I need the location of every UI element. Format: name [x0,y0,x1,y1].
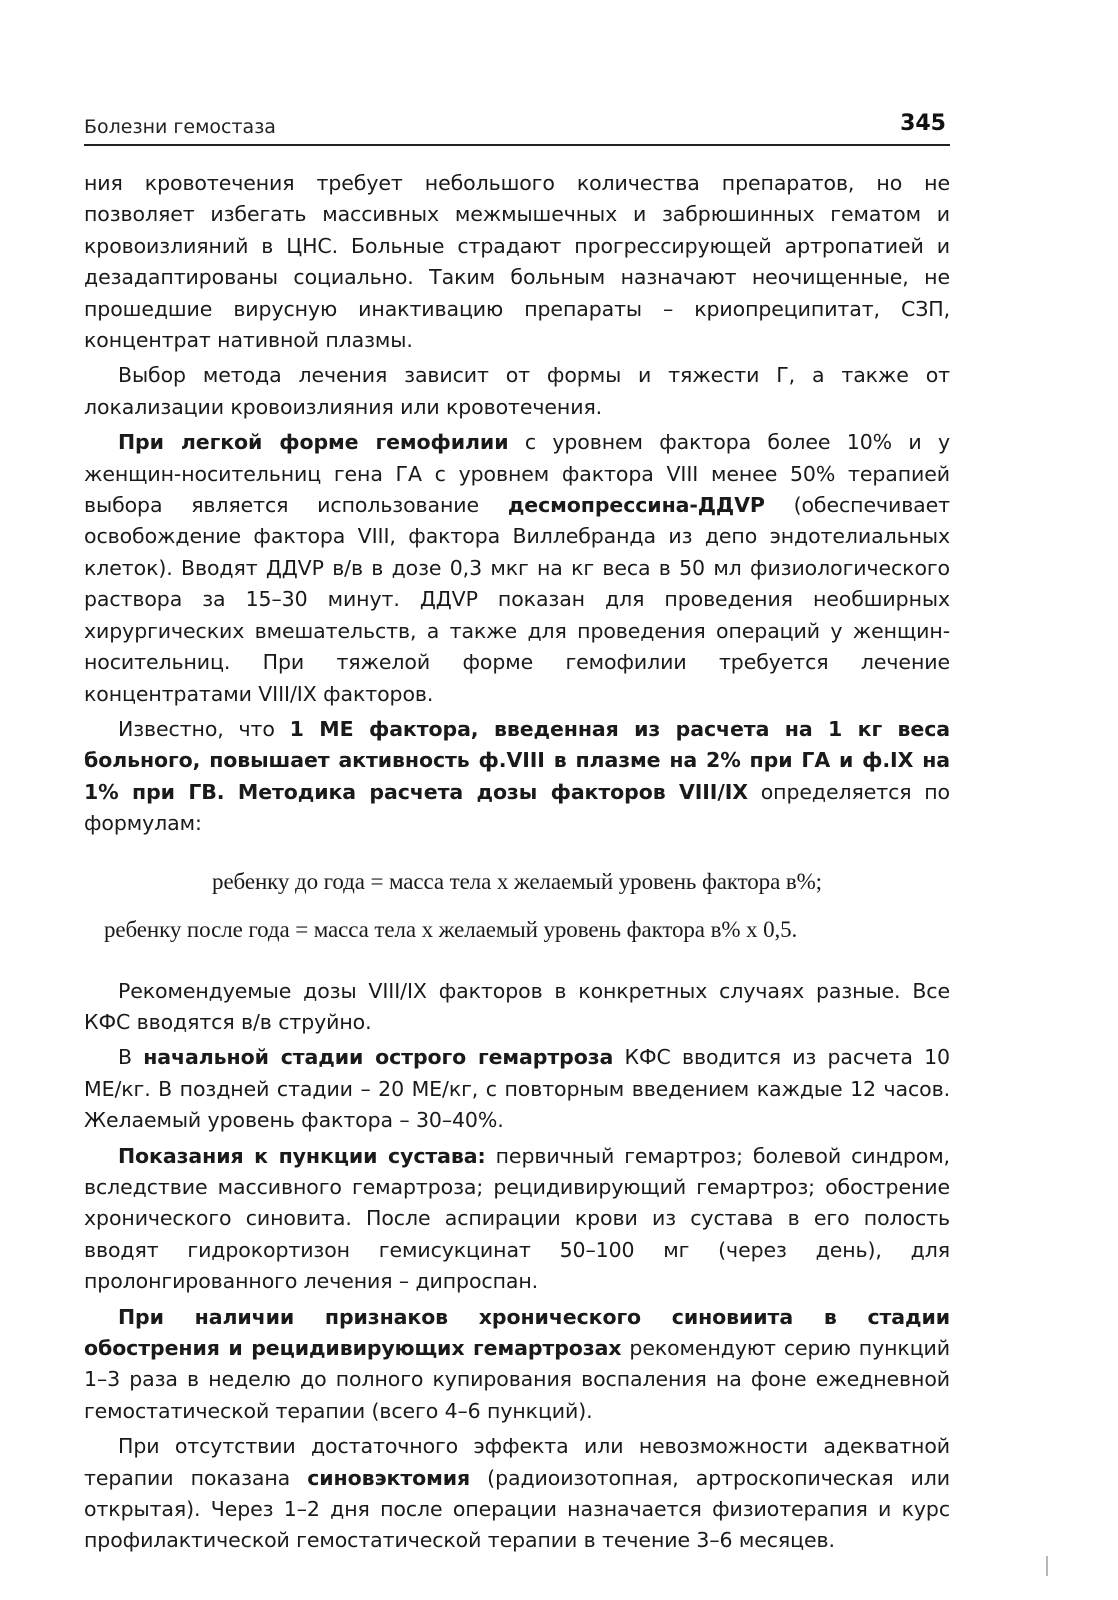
paragraph-continuation: ния кровотечения требует небольшого количества препаратов, но не позволяет избегать массивных межмышечных и забрюшинных гематом и кровоизлияний в ЦНС. Больные страдают прогрессирующей артропатией и дезадаптированы социально. Таким больным назначают неочищенные, не прошедшие вирусную инактивацию препараты – криопреципитат, СЗП, концентрат нативной плазмы. [84,171,950,353]
bold-mild-form: При легкой форме гемофилии [118,430,509,455]
paragraph-recommended-doses: Рекомендуемые дозы VIII/IX факторов в конкретных случаях разные. Все КФС вводятся в/в струйно. [84,978,950,1034]
paragraph-chronic-synovitis [84,1302,950,1428]
text-segment: рекомендуют серию пункций 1–3 раза в неделю до полного купирования воспаления на фоне ежедневной гемостатической терапии (всего 4–6 пункций). [84,1336,950,1423]
text-segment: определяется по формулам: [84,779,950,836]
formula-under-one-year: ребенку до года = масса тела х желаемый уровень фактора в%; [212,868,822,894]
text-segment: первичный гемартроз; болевой синдром, вследствие массивного гемартроза; рецидивирующий гемартроз; обострение хронического синовита. После аспирации крови из сустава в его полость вводят гидрокортизон гемисукцинат 50–100 мг (через день), для пролонгированного лечения – дипроспан. [84,1143,950,1294]
text-segment: КФС вводится из расчета 10 МЕ/кг. В поздней стадии – 20 МЕ/кг, с повторным введением каждые 12 часов. Желаемый уровень фактора – 30–40%. [84,1045,950,1133]
text-segment: Известно, что [118,716,290,741]
paragraph-puncture-indications [84,1141,950,1298]
bold-acute-stage: начальной стадии острого гемартроза [143,1045,614,1070]
paragraph-dose-calculation [84,714,950,840]
scan-margin-mark [1046,1556,1048,1576]
page-number: 345 [900,111,946,136]
paragraph-synovectomy [84,1431,950,1557]
formula-block [84,858,950,954]
body-text [84,168,950,1561]
bold-desmopressin: десмопрессина-ДДVP [507,493,765,518]
bold-dose-rule: 1 МЕ фактора, введенная из расчета на 1 кг веса больного, повышает активность ф.VIII в плазме на 2% при ГА и ф.IX на 1% при ГВ. Методика расчета дозы факторов VIII/IX [84,716,950,804]
running-title: Болезни гемостаза [84,116,276,138]
bold-puncture-indications: Показания к пункции сустава: [118,1143,486,1168]
paragraph-acute-hemarthrosis [84,1042,950,1136]
text-segment: (радиоизотопная, артроскопическая или открытая). Через 1–2 дня после операции назначается физиотерапия и курс профилактической гемостатической терапии в течение 3–6 месяцев. [84,1465,950,1553]
running-header [84,104,950,146]
formula-over-one-year: ребенку после года = масса тела х желаемый уровень фактора в% х 0,5. [104,916,798,942]
text-segment: В [118,1045,144,1070]
text-segment: При отсутствии достаточного эффекта или невозможности адекватной терапии показана [84,1434,950,1490]
bold-synovectomy: синовэктомия [307,1465,471,1490]
text-segment: (обеспечивает освобождение фактора VIII, фактора Виллебранда из депо эндотелиальных клеток). Вводят ДДVP в/в в дозе 0,3 мкг на кг веса в 50 мл физиологического раствора за 15–30 минут. ДДVP показан для проведения необширных хирургических вмешательств, а также для проведения операций у женщин-носительниц. При тяжелой форме гемофилии требуется лечение концентратами VIII/IX факторов. [84,493,950,706]
text-segment: с уровнем фактора более 10% и у женщин-носительниц гена ГА с уровнем фактора VIII менее 50% терапией выбора является использование [84,430,951,518]
bold-chronic-synovitis: При наличии признаков хронического синовиита в стадии обострения и рецидивирующих гемартрозах [84,1304,950,1360]
paragraph-treatment-choice: Выбор метода лечения зависит от формы и тяжести Г, а также от локализации кровоизлияния или кровотечения. [84,363,950,419]
paragraph-mild-hemophilia [84,427,950,710]
